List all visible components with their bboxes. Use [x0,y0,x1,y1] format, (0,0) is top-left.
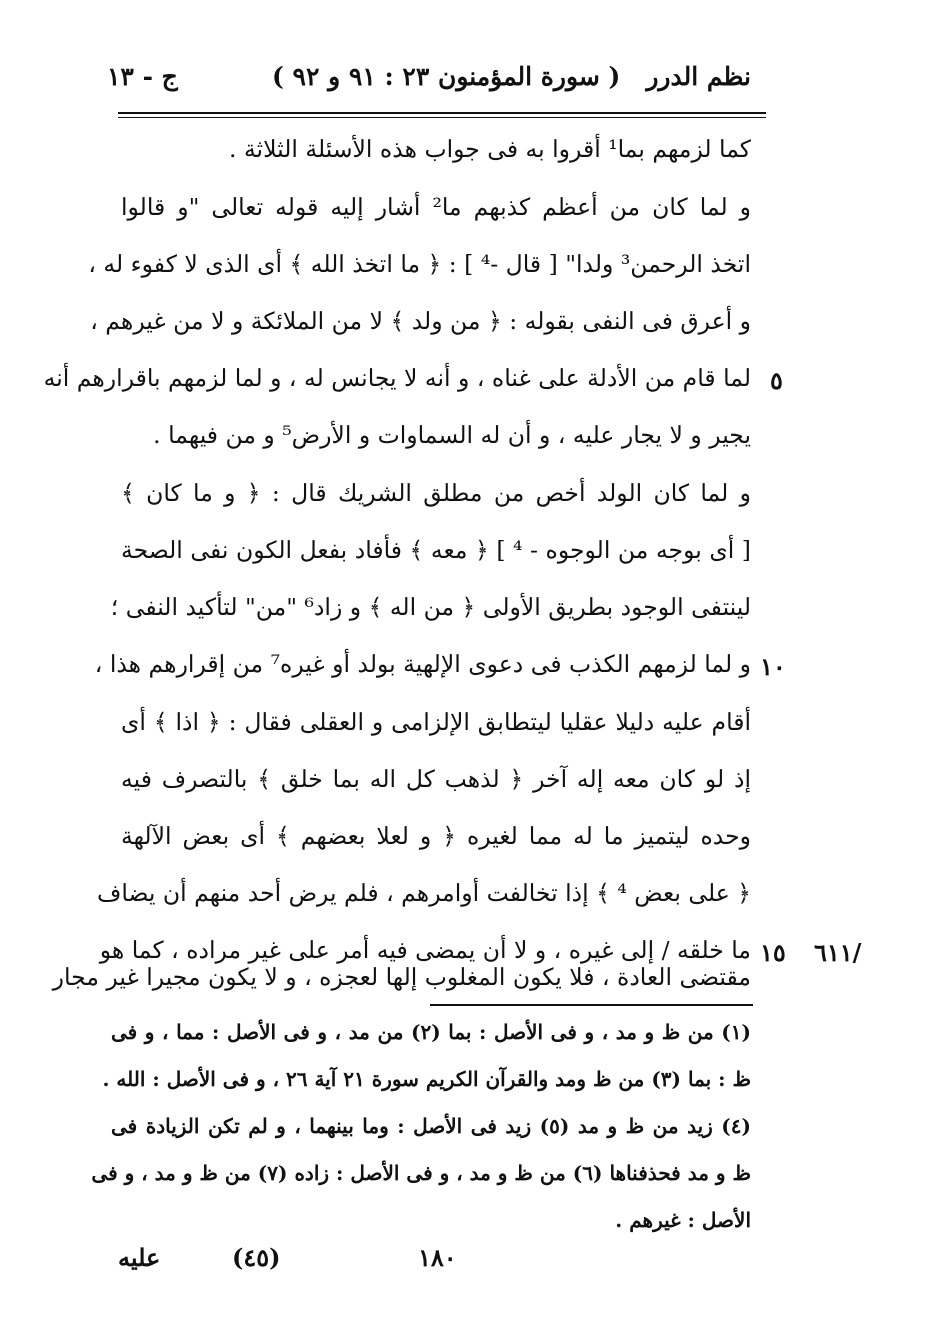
signature-mark: (٤٥) [232,1243,281,1272]
footnote-rule [430,1004,753,1006]
header-rule [118,112,766,114]
body-line: [ أى بوجه من الوجوه - ⁴ ] ﴿ معه ﴾ فأفاد بفعل الكون نفى الصحة [121,536,751,564]
body-line: و لما كان من أعظم كذبهم ما² أشار إليه قوله تعالى "و قالوا [121,193,751,221]
line-number-5: ٥ [770,366,783,395]
body-line: كما لزمهم بما¹ أقروا به فى جواب هذه الأسئلة الثلاثة . [229,135,751,163]
footnote-line: (٤) زيد من ظ و مد (٥) زيد فى الأصل : وما بينهما ، و لم تكن الزيادة فى [111,1114,751,1138]
footnote-line: ظ : بما (٣) من ظ ومد والقرآن الكريم سورة ٢١ آية ٢٦ ، و فى الأصل : الله . [102,1067,751,1091]
body-line: لينتفى الوجود بطريق الأولى ﴿ من اله ﴾ و زاد⁶ "من" لتأكيد النفى ؛ [110,593,751,621]
header-book-title: نظم الدرر [646,62,751,91]
header-rule-thin [118,117,766,118]
footnote-line: ظ و مد فحذفناها (٦) من ظ و مد ، و فى الأصل : زاده (٧) من ظ و مد ، و فى [91,1161,751,1185]
body-line: يجير و لا يجار عليه ، و أن له السماوات و الأرض⁵ و من فيهما . [153,421,751,449]
line-number-10: ١٠ [760,652,786,681]
catchword: عليه [118,1243,161,1272]
manuscript-folio-reference: ٦١١/ [814,938,862,967]
body-line: ﴿ على بعض ⁴ ﴾ إذا تخالفت أوامرهم ، فلم يرض أحد منهم أن يضاف [96,879,751,907]
body-line: و لما لزمهم الكذب فى دعوى الإلهية بولد أو غيره⁷ من إقرارهم هذا ، [94,650,751,678]
body-line: اتخذ الرحمن³ ولدا" [ قال -⁴ ] : ﴿ ما اتخذ الله ﴾ أى الذى لا كفوء له ، [88,250,751,278]
footnote-line: (١) من ظ و مد ، و فى الأصل : بما (٢) من مد ، و فى الأصل : مما ، و فى [111,1020,751,1044]
body-line: مقتضى العادة ، فلا يكون المغلوب إلها لعجزه ، و لا يكون مجيرا غير مجار [52,963,751,991]
body-line: إذ لو كان معه إله آخر ﴿ لذهب كل اله بما خلق ﴾ بالتصرف فيه [121,765,751,793]
body-line: وحده ليتميز ما له مما لغيره ﴿ و لعلا بعضهم ﴾ أى بعض الآلهة [121,822,751,850]
body-line: و لما كان الولد أخص من مطلق الشريك قال : ﴿ و ما كان ﴾ [121,479,751,507]
body-line: و أعرق فى النفى بقوله : ﴿ من ولد ﴾ لا من الملائكة و لا من غيرهم ، [90,307,751,335]
header-surah-reference: ( سورة المؤمنون ٢٣ : ٩١ و ٩٢ ) [272,62,621,91]
body-line: ما خلقه / إلى غيره ، و لا أن يمضى فيه أمر على غير مراده ، كما هو [99,936,751,964]
header-volume: ج - ١٣ [107,62,178,91]
body-line: أقام عليه دليلا عقليا ليتطابق الإلزامى و العقلى فقال : ﴿ اذا ﴾ أى [121,708,751,736]
line-number-15: ١٥ [760,938,786,967]
footnote-line: الأصل : غيرهم . [615,1208,751,1232]
body-line: لما قام من الأدلة على غناه ، و أنه لا يجانس له ، و لما لزمهم باقرارهم أنه [43,364,751,392]
page-number: ١٨٠ [418,1243,457,1272]
